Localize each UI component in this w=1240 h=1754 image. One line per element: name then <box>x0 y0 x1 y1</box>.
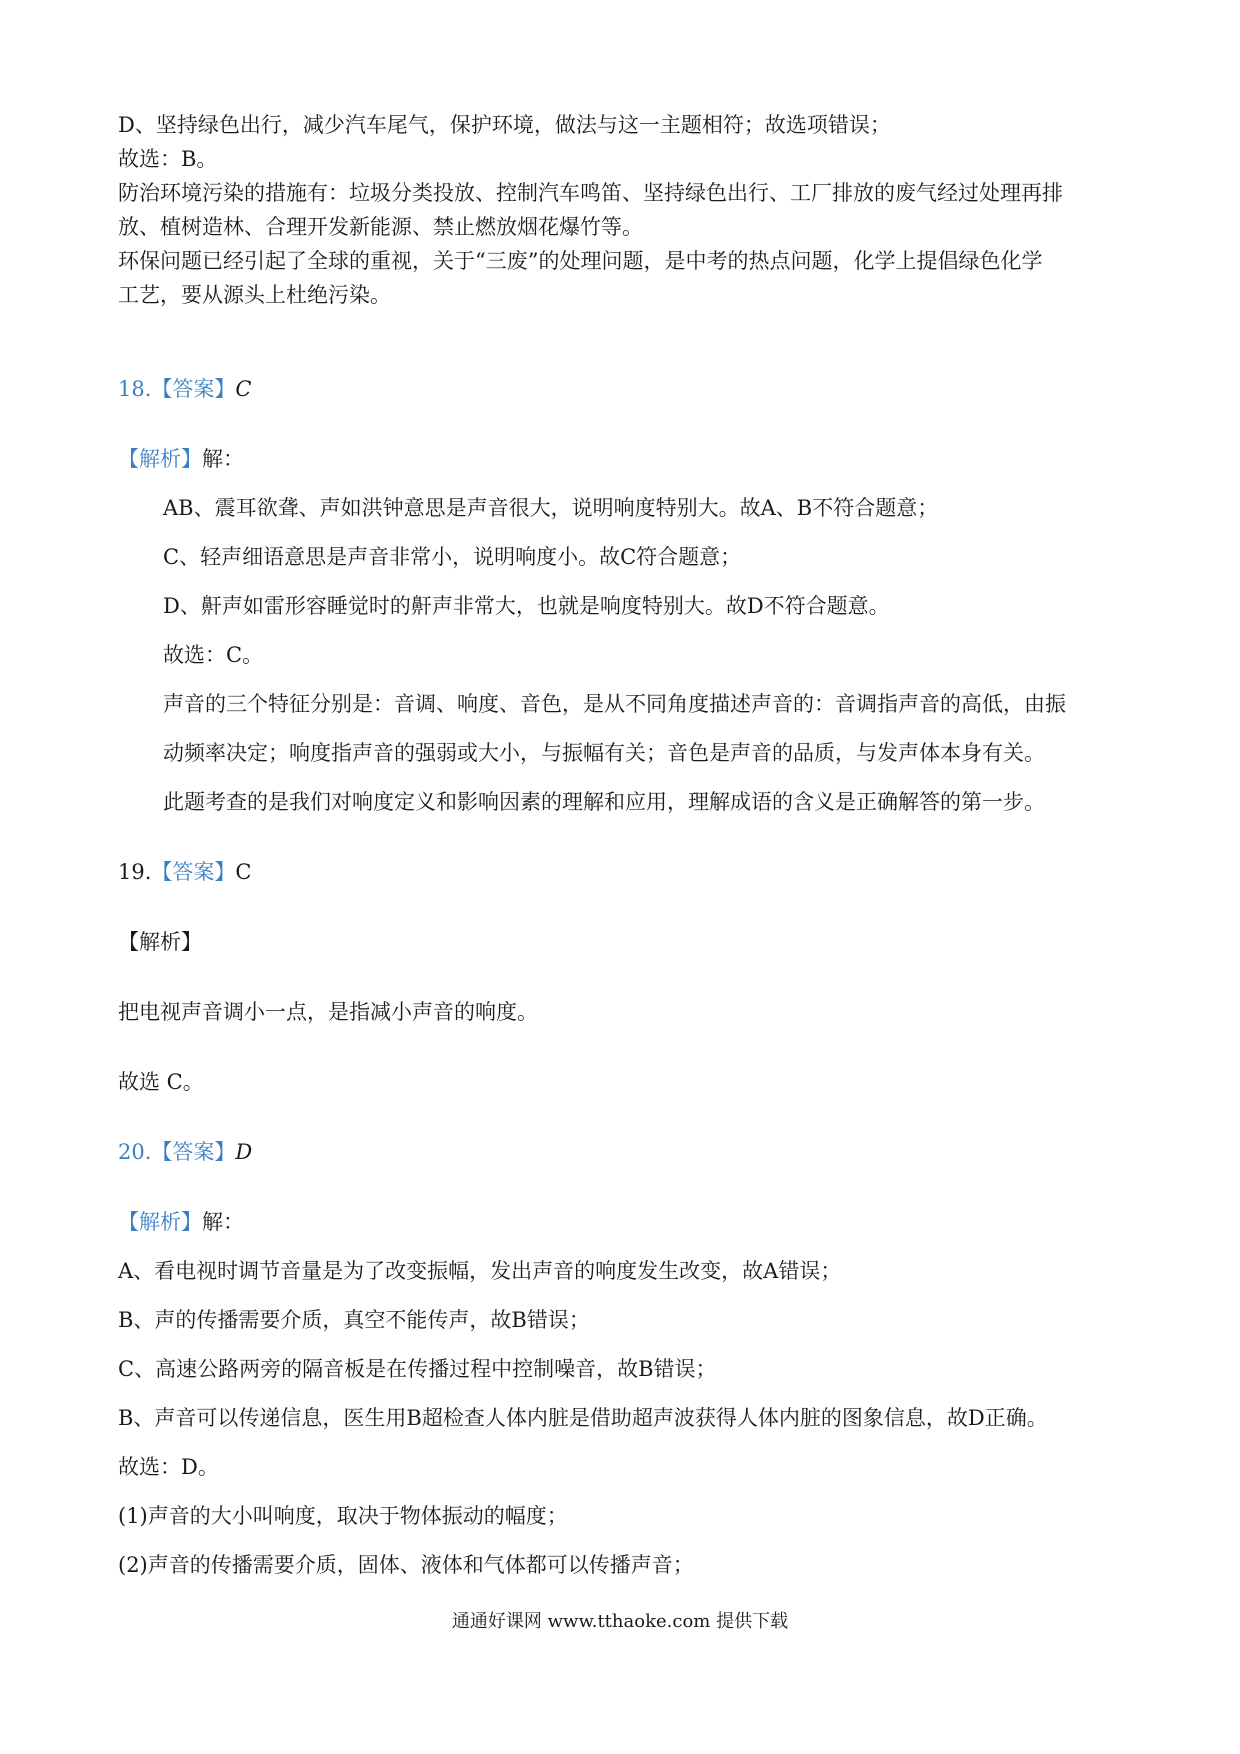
q18-note-line3: 此题考查的是我们对响度定义和影响因素的理解和应用，理解成语的含义是正确解答的第一步。 <box>163 790 1045 814</box>
page-footer: 通通好课网 www.tthaoke.com 提供下载 <box>451 1611 789 1632</box>
q18-answer-label: 【答案】 <box>151 377 236 401</box>
q18-line-d: D、鼾声如雷形容睡觉时的鼾声非常大，也就是响度特别大。故D不符合题意。 <box>163 594 890 618</box>
q18-analysis-label: 【解析】 <box>118 447 202 471</box>
q20-answer: D <box>235 1140 253 1164</box>
q20-answer-label: 【答案】 <box>151 1140 236 1164</box>
q17-choice: 故选：B。 <box>118 147 218 171</box>
q17-option-d: D、坚持绿色出行，减少汽车尾气，保护环境，做法与这一主题相符；故选项错误； <box>118 113 891 137</box>
q20-header <box>118 1138 252 1166</box>
q19-header <box>118 858 251 886</box>
q20-analysis-header <box>118 1208 244 1236</box>
q18-analysis-lead: 解： <box>202 447 244 471</box>
q19-choice: 故选 C。 <box>118 1070 204 1094</box>
q18-choice: 故选：C。 <box>163 643 264 667</box>
q20-analysis-label: 【解析】 <box>118 1210 202 1234</box>
q20-choice: 故选：D。 <box>118 1455 219 1479</box>
q18-number: 18. <box>118 377 152 401</box>
q19-analysis-line: 把电视声音调小一点，是指减小声音的响度。 <box>118 1000 538 1024</box>
q18-line-ab: AB、震耳欲聋、声如洪钟意思是声音很大，说明响度特别大。故A、B不符合题意； <box>163 496 939 520</box>
q19-analysis-label: 【解析】 <box>118 930 202 954</box>
q19-answer: C <box>235 860 252 884</box>
q20-number: 20. <box>118 1140 152 1164</box>
q20-line-c: C、高速公路两旁的隔音板是在传播过程中控制噪音，故B错误； <box>118 1357 717 1381</box>
q20-note-2: (2)声音的传播需要介质，固体、液体和气体都可以传播声音； <box>118 1553 694 1577</box>
q18-analysis-header <box>118 445 244 473</box>
q18-answer: C <box>235 377 252 401</box>
q19-number: 19. <box>118 860 152 884</box>
q20-note-1: (1)声音的大小叫响度，取决于物体振动的幅度； <box>118 1504 568 1528</box>
q20-line-a: A、看电视时调节音量是为了改变振幅，发出声音的响度发生改变，故A错误； <box>118 1259 842 1283</box>
q18-line-c: C、轻声细语意思是声音非常小，说明响度小。故C符合题意； <box>163 545 742 569</box>
q17-note-line4: 工艺，要从源头上杜绝污染。 <box>118 283 391 307</box>
q17-note-line2: 放、植树造林、合理开发新能源、禁止燃放烟花爆竹等。 <box>118 215 643 239</box>
q17-note-line3: 环保问题已经引起了全球的重视，关于“三废”的处理问题，是中考的热点问题，化学上提倡绿色化学 <box>118 249 1043 273</box>
q17-note-line1: 防治环境污染的措施有：垃圾分类投放、控制汽车鸣笛、坚持绿色出行、工厂排放的废气经过处理再排 <box>118 181 1063 205</box>
q20-line-b: B、声的传播需要介质，真空不能传声，故B错误； <box>118 1308 590 1332</box>
q18-note-line2: 动频率决定；响度指声音的强弱或大小，与振幅有关；音色是声音的品质，与发声体本身有关。 <box>163 741 1045 765</box>
q18-header <box>118 375 251 403</box>
q20-line-b2: B、声音可以传递信息，医生用B超检查人体内脏是借助超声波获得人体内脏的图象信息，故D正确。 <box>118 1406 1048 1430</box>
q19-answer-label: 【答案】 <box>151 860 236 884</box>
q18-note-line1: 声音的三个特征分别是：音调、响度、音色，是从不同角度描述声音的：音调指声音的高低，由振 <box>163 692 1066 716</box>
q20-analysis-lead: 解： <box>202 1210 244 1234</box>
